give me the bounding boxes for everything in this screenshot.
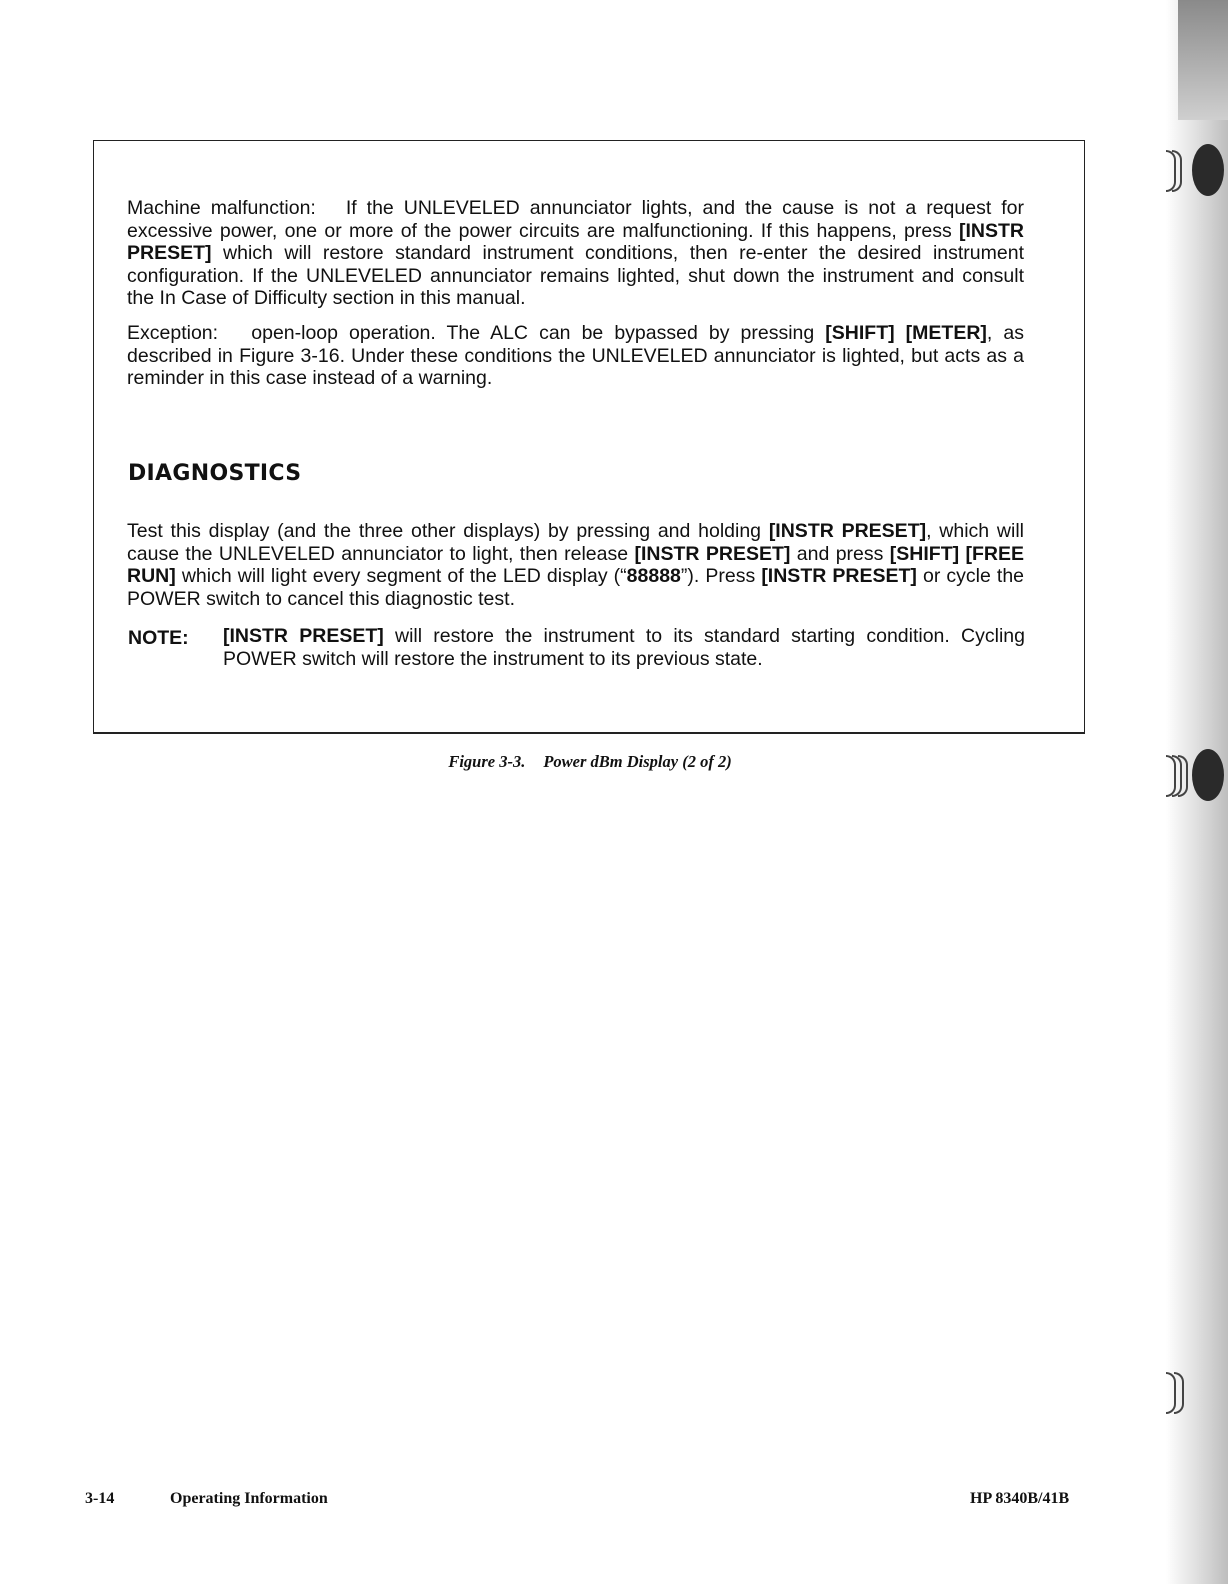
malfunction-text-continued: which will restore standard instrument conditions, then re-enter the desired instrument configuration. If the UNLEVELED annunciator remains lighted, shut down the instrument and consult the In Case of Difficulty section in this manual.: [127, 242, 1025, 309]
exception-text: open-loop operation. The ALC can be bypassed by pressing: [251, 322, 815, 344]
exception-label: Exception:: [127, 322, 219, 344]
key-meter: [METER]: [905, 322, 987, 344]
note-text: [223, 625, 1025, 670]
led-value: 88888: [626, 565, 681, 587]
machine-malfunction-paragraph: [127, 197, 1024, 310]
key-instr-preset: [INSTR PRESET]: [127, 219, 1024, 264]
key-free-run: [FREE RUN]: [127, 542, 1024, 587]
diagnostics-text: Test this display (and the three other displays) by pressing and holding: [127, 520, 762, 542]
section-name: Operating Information: [170, 1490, 328, 1507]
diagnostics-text: or cycle the POWER switch to cancel this diagnostic test.: [127, 565, 1025, 610]
key-instr-preset: [INSTR PRESET]: [761, 565, 917, 587]
note-body: will restore the instrument to its standard starting condition. Cycling POWER switch will restore the instrument to its previous state.: [223, 625, 1025, 670]
diagnostics-heading: DIAGNOSTICS: [128, 461, 302, 486]
key-instr-preset: [INSTR PRESET]: [768, 520, 927, 542]
diagnostics-text: and press: [796, 542, 884, 565]
page-number: 3-14: [85, 1490, 115, 1507]
key-instr-preset: [INSTR PRESET]: [223, 625, 384, 647]
binder-hole-icon: [1166, 150, 1210, 190]
figure-title: Power dBm Display (2 of 2): [543, 752, 732, 771]
malfunction-text: If the UNLEVELED annunciator lights, and the cause is not a request for excessive power, one or more of the power circuits are malfunctioning. If this happens, press: [127, 197, 1024, 242]
exception-paragraph: [127, 322, 1024, 390]
key-shift: [SHIFT]: [889, 542, 960, 565]
diagnostics-text: , which will cause the UNLEVELED annunciator to light, then release: [127, 520, 1024, 565]
exception-text-continued: , as described in Figure 3-16. Under these conditions the UNLEVELED annunciator is lighted, but acts as a reminder in this case instead of a warning.: [127, 322, 1024, 389]
diagnostics-text: ”). Press: [680, 565, 756, 587]
binder-hole-icon: [1166, 1372, 1210, 1412]
scan-shadow: [1178, 0, 1228, 120]
diagnostics-paragraph: [127, 520, 1024, 610]
key-shift: [SHIFT]: [825, 322, 895, 344]
figure-caption: [0, 752, 1180, 772]
model-number: HP 8340B/41B: [970, 1490, 1070, 1507]
diagnostics-text: which will light every segment of the LED display (“: [181, 565, 627, 587]
key-instr-preset: [INSTR PRESET]: [634, 542, 791, 565]
note-label: NOTE:: [128, 627, 189, 649]
malfunction-label: Machine malfunction:: [127, 197, 316, 219]
figure-number: Figure 3-3.: [448, 752, 526, 771]
